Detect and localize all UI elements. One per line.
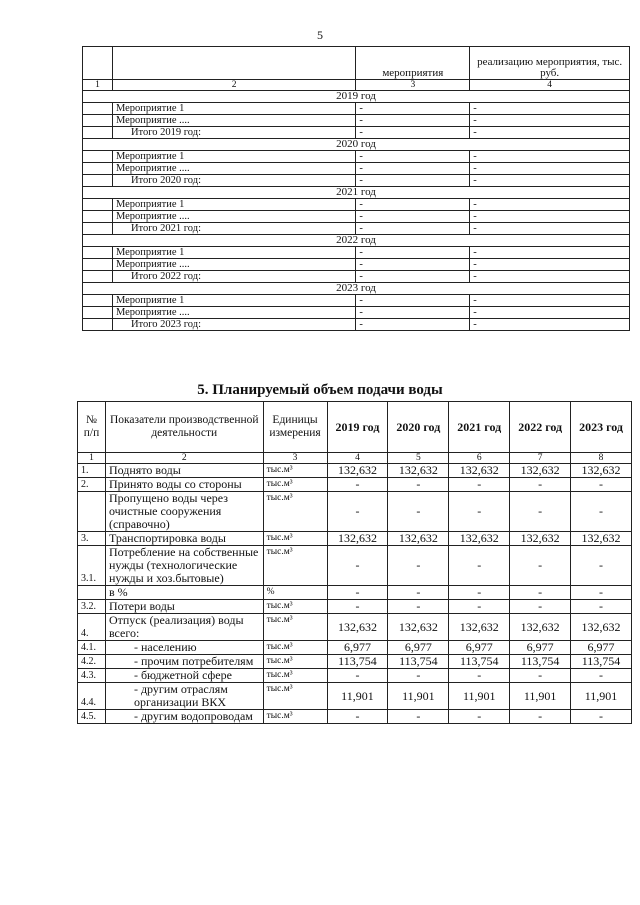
event-cost: - [470, 199, 630, 211]
year-value: - [449, 492, 510, 532]
table-row [78, 600, 632, 614]
row-number-cell [83, 151, 113, 163]
year-value: - [327, 710, 388, 724]
year-value: - [388, 492, 449, 532]
indicator-name: Транспортировка воды [105, 532, 263, 546]
indicator-name: Пропущено воды через очистные сооружения (справочно) [105, 492, 263, 532]
row-number-cell [83, 271, 113, 283]
unit: тыс.м³ [263, 546, 327, 586]
year-value: 11,901 [449, 683, 510, 710]
year-value: 132,632 [388, 614, 449, 641]
event-cost: - [470, 223, 630, 235]
event-row [83, 163, 630, 175]
year-value: - [327, 669, 388, 683]
row-number-cell [83, 211, 113, 223]
year-value: 6,977 [327, 641, 388, 655]
table-row [78, 546, 632, 586]
table2-column-numbers [78, 453, 632, 464]
event-value: - [356, 295, 470, 307]
year-value: - [571, 600, 632, 614]
column-number: 6 [449, 453, 510, 464]
column-number: 8 [571, 453, 632, 464]
year-value: 6,977 [510, 641, 571, 655]
year-value: 6,977 [449, 641, 510, 655]
event-row [83, 211, 630, 223]
year-value: 132,632 [449, 464, 510, 478]
event-cost: - [470, 259, 630, 271]
year-value: 113,754 [327, 655, 388, 669]
unit: тыс.м³ [263, 683, 327, 710]
table-row [78, 683, 632, 710]
unit: тыс.м³ [263, 532, 327, 546]
row-number-cell [83, 307, 113, 319]
row-number: 4.3. [78, 669, 106, 683]
total-row [83, 175, 630, 187]
event-cost: - [470, 151, 630, 163]
row-number-cell [83, 115, 113, 127]
unit: тыс.м³ [263, 710, 327, 724]
year-value: - [449, 669, 510, 683]
row-number-cell [83, 163, 113, 175]
event-value: - [356, 163, 470, 175]
year-value: 11,901 [571, 683, 632, 710]
year-value: 6,977 [388, 641, 449, 655]
year-label: 2023 год [83, 283, 630, 295]
row-number-cell [83, 175, 113, 187]
row-number-cell [83, 127, 113, 139]
event-cost: - [470, 175, 630, 187]
event-value: - [356, 199, 470, 211]
year-value: 113,754 [571, 655, 632, 669]
event-value: - [356, 103, 470, 115]
event-name: Мероприятие .... [112, 115, 355, 127]
event-name: Мероприятие 1 [112, 295, 355, 307]
header-cell-empty [83, 47, 113, 80]
unit: % [263, 586, 327, 600]
table1-header-row [83, 47, 630, 80]
year-label: 2022 год [83, 235, 630, 247]
event-value: - [356, 307, 470, 319]
row-number: 4.5. [78, 710, 106, 724]
year-value: 11,901 [388, 683, 449, 710]
year-value: - [510, 492, 571, 532]
year-row [83, 91, 630, 103]
year-value: - [327, 600, 388, 614]
event-name: Мероприятие 1 [112, 247, 355, 259]
row-number: 3.1. [78, 546, 106, 586]
unit: тыс.м³ [263, 600, 327, 614]
header-col3: мероприятия [356, 47, 470, 80]
table2-header-row [78, 402, 632, 453]
event-value: - [356, 127, 470, 139]
row-number: 3.2. [78, 600, 106, 614]
year-value: - [571, 492, 632, 532]
year-value: - [449, 478, 510, 492]
unit: тыс.м³ [263, 655, 327, 669]
year-row [83, 235, 630, 247]
year-value: - [571, 586, 632, 600]
header-col4: реализацию мероприятия, тыс. руб. [470, 47, 630, 80]
event-cost: - [470, 163, 630, 175]
year-value: 132,632 [510, 464, 571, 478]
indicator-name: - другим отраслям организации ВКХ [105, 683, 263, 710]
column-number: 7 [510, 453, 571, 464]
year-value: 113,754 [388, 655, 449, 669]
year-value: 6,977 [571, 641, 632, 655]
event-row [83, 247, 630, 259]
event-cost: - [470, 211, 630, 223]
row-number: 4. [78, 614, 106, 641]
header-year: 2020 год [388, 402, 449, 453]
year-row [83, 139, 630, 151]
indicator-name: - населению [105, 641, 263, 655]
total-label: Итого 2023 год: [112, 319, 355, 331]
year-label: 2019 год [83, 91, 630, 103]
column-number: 1 [78, 453, 106, 464]
unit: тыс.м³ [263, 478, 327, 492]
header-year: 2019 год [327, 402, 388, 453]
event-row [83, 259, 630, 271]
column-number: 3 [356, 80, 470, 91]
row-number: 2. [78, 478, 106, 492]
event-cost: - [470, 271, 630, 283]
event-value: - [356, 175, 470, 187]
indicator-name: Отпуск (реализация) воды всего: [105, 614, 263, 641]
event-row [83, 199, 630, 211]
event-name: Мероприятие 1 [112, 199, 355, 211]
table-row [78, 655, 632, 669]
year-value: - [510, 669, 571, 683]
row-number-cell [83, 199, 113, 211]
event-value: - [356, 319, 470, 331]
section-title: 5. Планируемый объем подачи воды [197, 382, 443, 398]
year-value: 113,754 [510, 655, 571, 669]
year-value: 132,632 [510, 614, 571, 641]
event-name: Мероприятие .... [112, 307, 355, 319]
row-number-cell [83, 319, 113, 331]
indicator-name: Потери воды [105, 600, 263, 614]
year-value: 113,754 [449, 655, 510, 669]
year-value: - [571, 710, 632, 724]
year-value: - [388, 546, 449, 586]
unit: тыс.м³ [263, 492, 327, 532]
row-number-cell [83, 103, 113, 115]
indicator-name: Принято воды со стороны [105, 478, 263, 492]
row-number: 3. [78, 532, 106, 546]
year-value: - [388, 586, 449, 600]
event-cost: - [470, 295, 630, 307]
year-value: - [510, 600, 571, 614]
event-value: - [356, 223, 470, 235]
year-value: - [510, 478, 571, 492]
event-value: - [356, 259, 470, 271]
row-number [78, 586, 106, 600]
indicator-name: Потребление на собственные нужды (технологические нужды и хоз.бытовые) [105, 546, 263, 586]
table-row [78, 464, 632, 478]
event-row [83, 307, 630, 319]
header-no: № п/п [78, 402, 106, 453]
page-number: 5 [317, 28, 323, 42]
header-indicator: Показатели производственной деятельности [105, 402, 263, 453]
row-number: 1. [78, 464, 106, 478]
year-value: 11,901 [327, 683, 388, 710]
column-number: 2 [112, 80, 355, 91]
total-label: Итого 2022 год: [112, 271, 355, 283]
year-value: - [327, 492, 388, 532]
total-row [83, 271, 630, 283]
column-number: 2 [105, 453, 263, 464]
table-row [78, 478, 632, 492]
events-funding-table [82, 46, 630, 331]
year-value: 132,632 [571, 464, 632, 478]
water-supply-volume-table [77, 401, 632, 724]
event-row [83, 103, 630, 115]
event-row [83, 151, 630, 163]
row-number-cell [83, 223, 113, 235]
table-row [78, 641, 632, 655]
table-row [78, 669, 632, 683]
year-label: 2021 год [83, 187, 630, 199]
year-label: 2020 год [83, 139, 630, 151]
year-value: - [449, 710, 510, 724]
year-value: 132,632 [327, 464, 388, 478]
event-name: Мероприятие .... [112, 259, 355, 271]
row-number-cell [83, 247, 113, 259]
event-value: - [356, 211, 470, 223]
column-number: 1 [83, 80, 113, 91]
total-label: Итого 2020 год: [112, 175, 355, 187]
indicator-name: - прочим потребителям [105, 655, 263, 669]
indicator-name: Поднято воды [105, 464, 263, 478]
event-cost: - [470, 307, 630, 319]
total-row [83, 319, 630, 331]
year-value: - [510, 586, 571, 600]
event-value: - [356, 271, 470, 283]
total-label: Итого 2021 год: [112, 223, 355, 235]
row-number-cell [83, 295, 113, 307]
indicator-name: в % [105, 586, 263, 600]
year-value: - [571, 478, 632, 492]
header-year: 2022 год [510, 402, 571, 453]
table-row [78, 532, 632, 546]
unit: тыс.м³ [263, 464, 327, 478]
column-number: 4 [470, 80, 630, 91]
year-value: 132,632 [388, 464, 449, 478]
event-row [83, 115, 630, 127]
year-value: - [571, 669, 632, 683]
event-value: - [356, 151, 470, 163]
table-row [78, 492, 632, 532]
year-value: 132,632 [327, 614, 388, 641]
table-row [78, 710, 632, 724]
table-row [78, 586, 632, 600]
row-number-cell [83, 259, 113, 271]
event-row [83, 295, 630, 307]
event-name: Мероприятие .... [112, 211, 355, 223]
event-value: - [356, 115, 470, 127]
year-value: - [388, 669, 449, 683]
year-value: - [449, 546, 510, 586]
event-name: Мероприятие 1 [112, 151, 355, 163]
table-row [78, 614, 632, 641]
total-label: Итого 2019 год: [112, 127, 355, 139]
year-value: - [388, 710, 449, 724]
year-value: 132,632 [327, 532, 388, 546]
column-number: 3 [263, 453, 327, 464]
indicator-name: - бюджетной сфере [105, 669, 263, 683]
year-value: - [388, 600, 449, 614]
year-value: - [327, 478, 388, 492]
column-number: 5 [388, 453, 449, 464]
event-name: Мероприятие .... [112, 163, 355, 175]
table1-column-numbers [83, 80, 630, 91]
total-row [83, 223, 630, 235]
unit: тыс.м³ [263, 641, 327, 655]
row-number [78, 492, 106, 532]
year-value: - [327, 586, 388, 600]
header-cell-empty [112, 47, 355, 80]
year-row [83, 283, 630, 295]
header-year: 2021 год [449, 402, 510, 453]
year-value: 132,632 [571, 532, 632, 546]
indicator-name: - другим водопроводам [105, 710, 263, 724]
year-value: - [510, 546, 571, 586]
year-value: 132,632 [388, 532, 449, 546]
header-unit: Единицы измерения [263, 402, 327, 453]
year-value: - [449, 586, 510, 600]
year-value: - [388, 478, 449, 492]
unit: тыс.м³ [263, 669, 327, 683]
year-value: 132,632 [449, 614, 510, 641]
event-value: - [356, 247, 470, 259]
year-value: 132,632 [449, 532, 510, 546]
row-number: 4.1. [78, 641, 106, 655]
total-row [83, 127, 630, 139]
event-cost: - [470, 115, 630, 127]
year-value: 132,632 [510, 532, 571, 546]
year-value: 11,901 [510, 683, 571, 710]
unit: тыс.м³ [263, 614, 327, 641]
header-year: 2023 год [571, 402, 632, 453]
year-value: - [449, 600, 510, 614]
event-name: Мероприятие 1 [112, 103, 355, 115]
year-value: - [327, 546, 388, 586]
event-cost: - [470, 103, 630, 115]
year-value: - [571, 546, 632, 586]
event-cost: - [470, 319, 630, 331]
year-value: - [510, 710, 571, 724]
year-value: 132,632 [571, 614, 632, 641]
row-number: 4.2. [78, 655, 106, 669]
event-cost: - [470, 127, 630, 139]
row-number: 4.4. [78, 683, 106, 710]
year-row [83, 187, 630, 199]
event-cost: - [470, 247, 630, 259]
column-number: 4 [327, 453, 388, 464]
